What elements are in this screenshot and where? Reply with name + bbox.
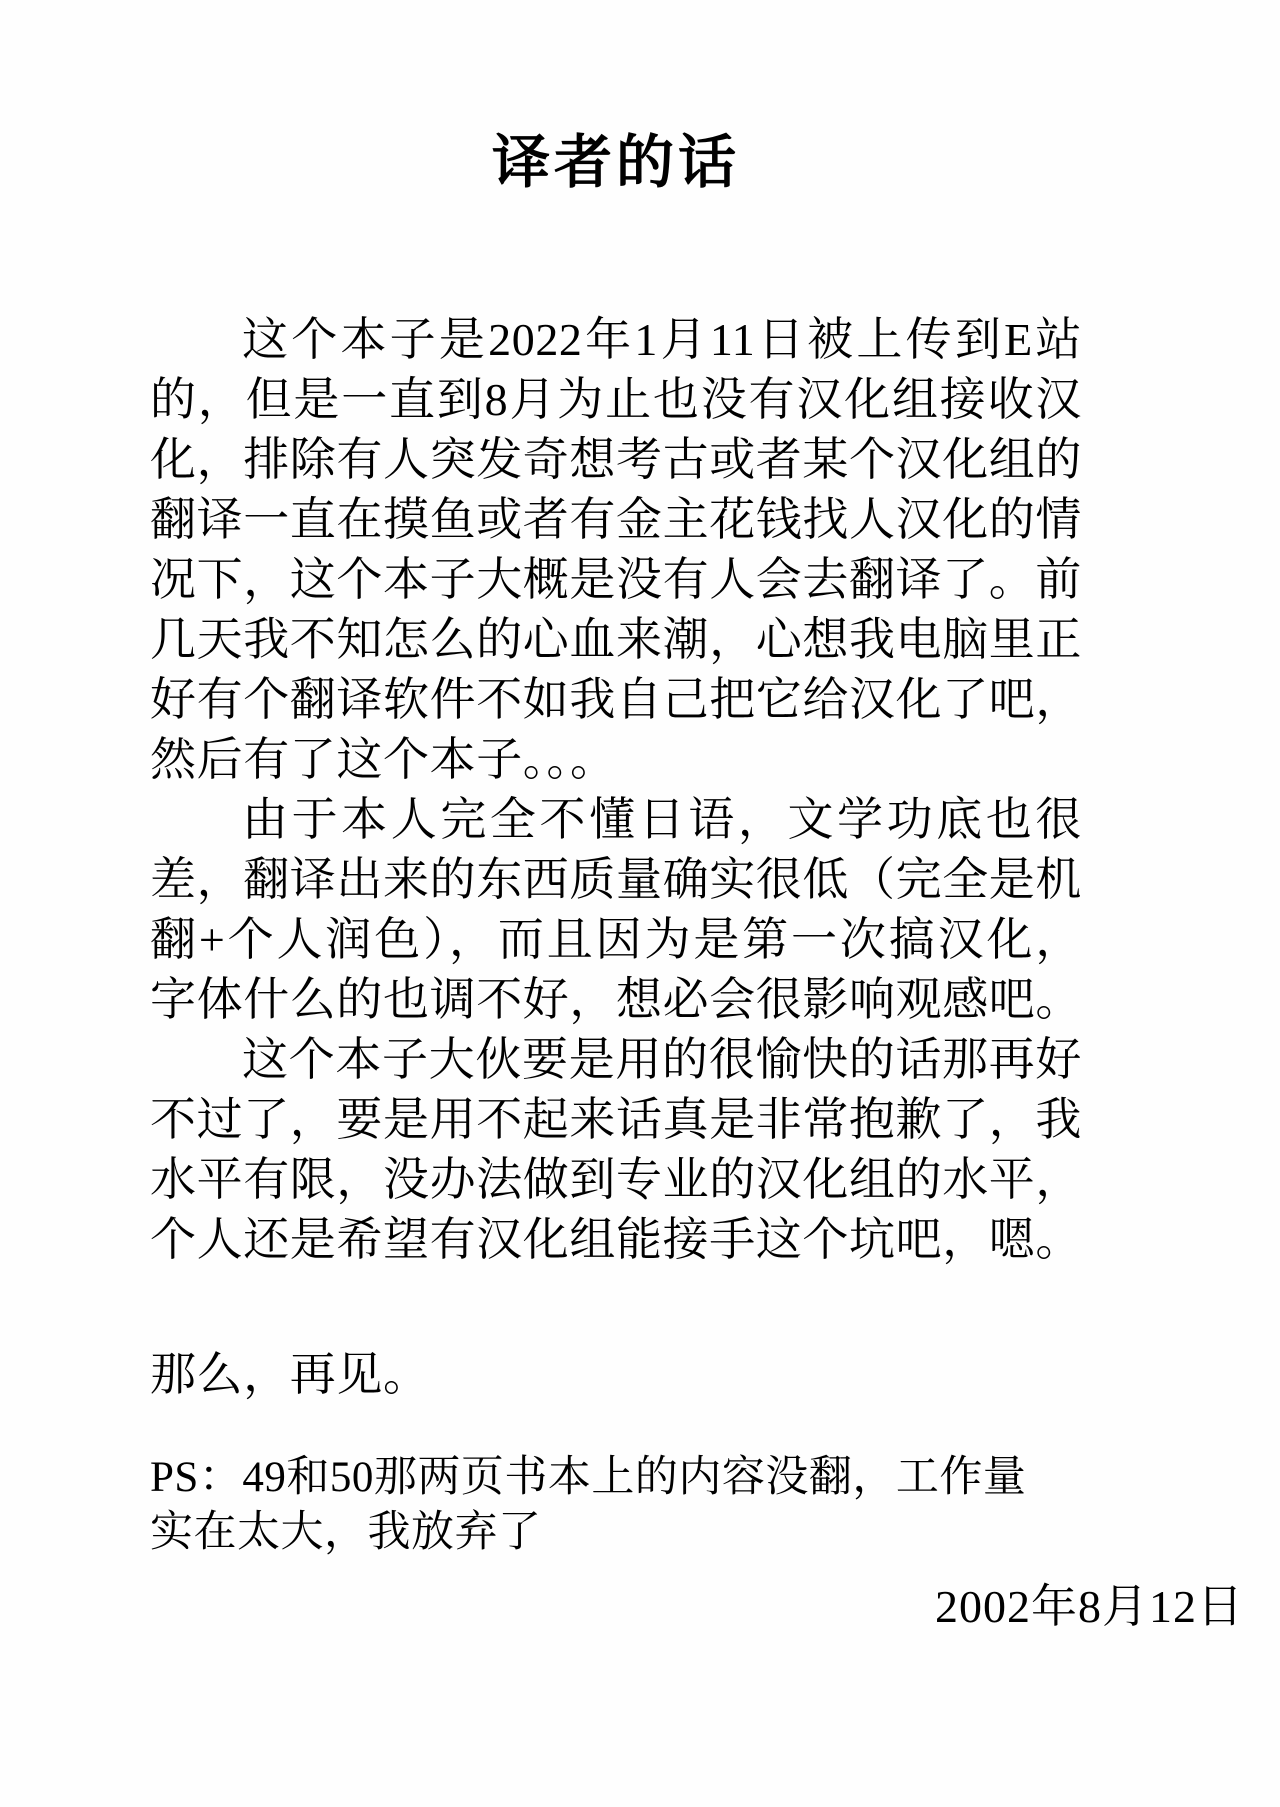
paragraph-hope-takeover: 这个本子大伙要是用的很愉快的话那再好不过了，要是用不起来话真是非常抱歉了，我水平有限，没办法做到专业的汉化组的水平，个人还是希望有汉化组能接手这个坑吧，嗯。 [150, 1034, 1082, 1265]
postscript-note: PS：49和50那两页书本上的内容没翻，工作量实在太大，我放弃了 [150, 1454, 1027, 1556]
paragraph-upload-history: 这个本子是2022年1月11日被上传到E站的，但是一直到8月为止也没有汉化组接收汉化，排除有人突发奇想考古或者某个汉化组的翻译一直在摸鱼或者有金主花钱找人汉化的情况下，这个本子大概是没有人会去翻译了。前几天我不知怎么的心血来潮，心想我电脑里正好有个翻译软件不如我自己把它给汉化了吧，然后有了这个本子。。。 [150, 314, 1082, 785]
page-title: 译者的话 [491, 130, 740, 195]
farewell-line: 那么，再见。 [150, 1349, 430, 1400]
paragraph-quality-apology: 由于本人完全不懂日语，文学功底也很差，翻译出来的东西质量确实很低（完全是机翻+个人润色），而且因为是第一次搞汉化，字体什么的也调不好，想必会很影响观感吧。 [150, 794, 1082, 1025]
note-body [150, 310, 1082, 1270]
date-line: 2002年8月12日 [935, 1581, 1244, 1632]
